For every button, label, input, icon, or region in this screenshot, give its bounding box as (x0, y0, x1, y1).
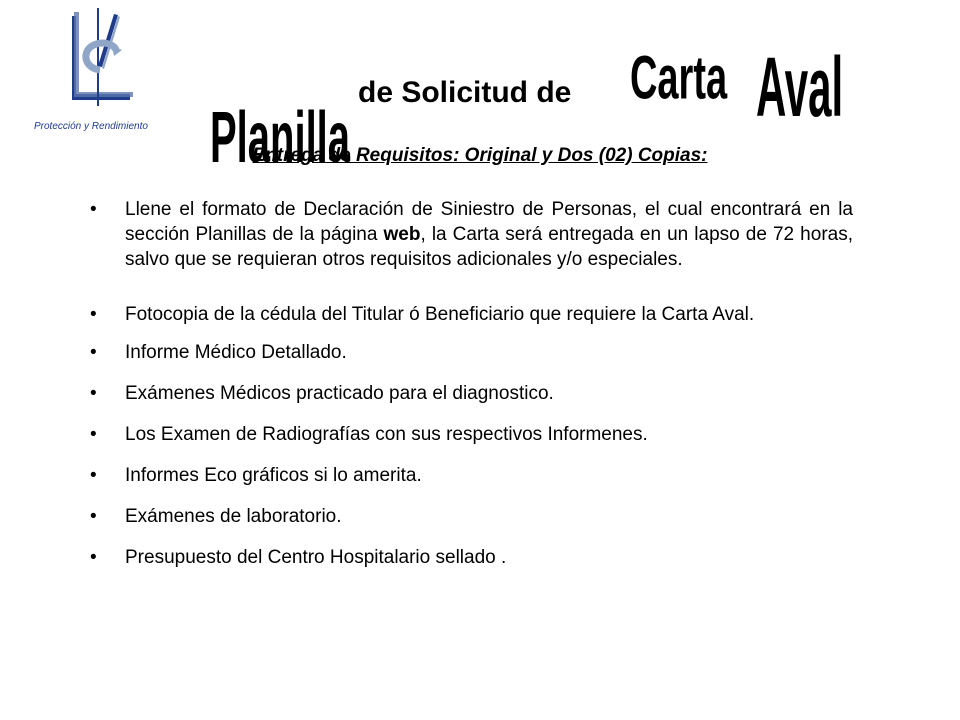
list-item (90, 463, 853, 488)
title-word-planilla: Planilla (210, 97, 351, 179)
list-item (90, 504, 853, 529)
list-item (90, 422, 853, 447)
list-item (90, 545, 853, 570)
list-item-text: Presupuesto del Centro Hospitalario sellado . (125, 547, 507, 568)
title-word-de-solicitud-de: de Solicitud de (358, 76, 572, 109)
list-item-text: Informes Eco gráficos si lo amerita. (125, 465, 422, 486)
bullet: • (90, 465, 97, 486)
list-item-text: Exámenes de laboratorio. (125, 506, 342, 527)
list-item-text: Fotocopia de la cédula del Titular ó Beneficiario que requiere la Carta Aval. (125, 304, 755, 325)
bullet: • (90, 342, 97, 363)
list-item-text: Exámenes Médicos practicado para el diagnostico. (125, 383, 554, 404)
list-item (90, 302, 853, 327)
requirements-heading: Entrega de Requisitos: Original y Dos (02) Copias: (252, 145, 708, 166)
list-item (90, 197, 853, 272)
company-logo (62, 6, 140, 110)
text-segment: , la Carta será entregada en un lapso de 72 horas, salvo que se requieran otros requisitos adicionales y/o especiales. (125, 224, 853, 270)
bullet: • (90, 424, 97, 445)
title-word-carta: Carta (630, 43, 728, 112)
list-item-text: Informe Médico Detallado. (125, 342, 347, 363)
list-item-text: Los Examen de Radiografías con sus respectivos Informenes. (125, 424, 648, 445)
bullet: • (90, 383, 97, 404)
list-item-text (125, 197, 853, 272)
title-word-aval: Aval (756, 41, 844, 135)
bold-text-web: web (383, 224, 421, 245)
logo-tagline: Protección y Rendimiento (34, 121, 148, 132)
bullet: • (90, 199, 97, 220)
list-item (90, 340, 853, 365)
requirements-list (90, 197, 853, 570)
bullet: • (90, 547, 97, 568)
bullet: • (90, 506, 97, 527)
list-item (90, 381, 853, 406)
bullet: • (90, 304, 97, 325)
text-segment: Llene el formato de Declaración de Siniestro de Personas, el cual encontrará en la sección Planillas de la página (125, 199, 853, 245)
